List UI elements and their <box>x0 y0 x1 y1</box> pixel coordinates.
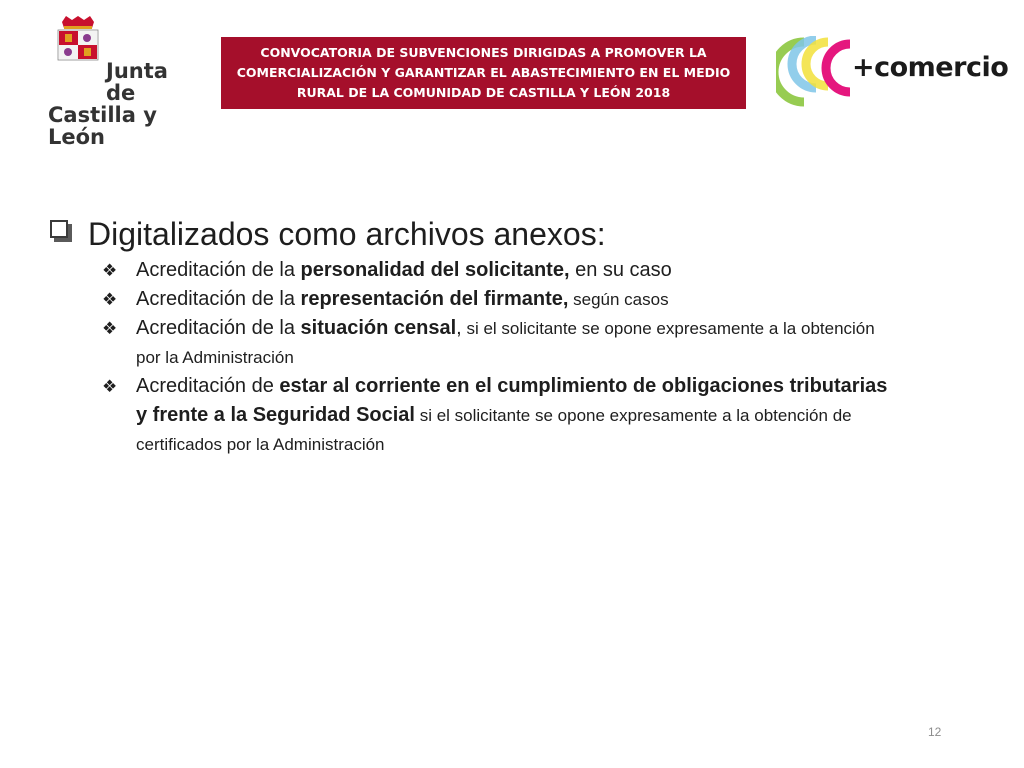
sub-bullet-list <box>50 256 930 459</box>
list-item <box>102 285 930 314</box>
diamond-bullet-icon: ❖ <box>102 261 118 280</box>
junta-castilla-leon-logo <box>46 16 196 149</box>
page-number: 12 <box>928 725 942 739</box>
main-bullet-text: Digitalizados como archivos anexos: <box>88 216 606 252</box>
item-text-bold: situación censal <box>300 317 457 339</box>
jcyl-logo-line2: Castilla y León <box>48 103 157 149</box>
jcyl-logo-line1: Junta de <box>106 59 168 105</box>
comercio-logo-text: +comercio <box>852 52 1009 83</box>
slide-content <box>50 212 930 459</box>
comercio-rings-icon <box>776 36 856 108</box>
program-title-text: CONVOCATORIA DE SUBVENCIONES DIRIGIDAS A PROMOVER LA COMERCIALIZACIÓN Y GARANTIZAR EL ABASTECIMIENTO EN EL MEDIO RURAL DE LA COMUNIDAD DE CASTILLA Y LEÓN 2018 <box>236 45 731 100</box>
item-text-pre: Acreditación de <box>136 375 280 397</box>
mas-comercio-logo <box>776 36 1009 108</box>
item-text-bold: representación del firmante, <box>300 288 569 310</box>
item-text-post-small: si el solicitante se opone expresamente a la obtención por la Administración <box>136 319 875 367</box>
jcyl-logo-text <box>48 60 198 148</box>
item-text-post: en su caso <box>569 259 672 281</box>
diamond-bullet-icon: ❖ <box>102 377 118 396</box>
item-text-pre: Acreditación de la <box>136 259 301 281</box>
item-text-bold: personalidad del solicitante, <box>300 259 570 281</box>
checkbox-bullet-icon <box>50 220 76 246</box>
program-title-banner <box>221 37 746 109</box>
item-text-post: , <box>456 317 462 339</box>
item-text-post-small: según casos <box>568 290 669 309</box>
diamond-bullet-icon: ❖ <box>102 290 118 309</box>
diamond-bullet-icon: ❖ <box>102 319 118 338</box>
item-text-bold: estar al corriente en el cumplimiento de obligaciones tributarias y frente a la Seguridad Social <box>136 375 888 426</box>
list-item <box>102 256 930 285</box>
item-text-pre: Acreditación de la <box>136 288 301 310</box>
main-bullet-item <box>50 212 930 256</box>
item-text-post-small: si el solicitante se opone expresamente a la obtención de certificados por la Administración <box>136 406 852 454</box>
list-item <box>102 372 930 459</box>
list-item <box>102 314 930 372</box>
item-text-pre: Acreditación de la <box>136 317 301 339</box>
